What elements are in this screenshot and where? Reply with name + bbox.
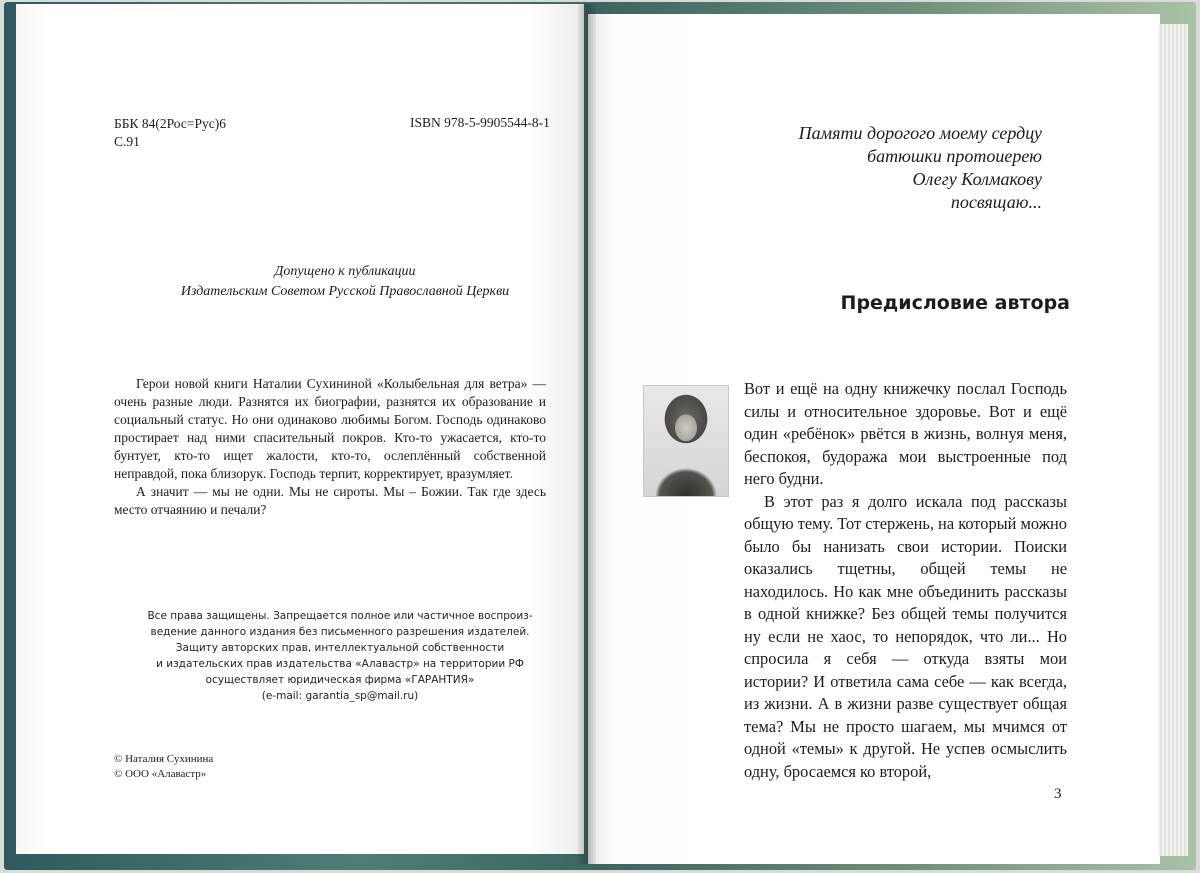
bbk-code bbox=[114, 115, 226, 151]
preface-paragraph: Вот и ещё на одну книжечку послал Господь силы и относительное здоровье. Вот и ещё один «ребёнок» рвётся в жизнь, волнуя меня, беспокоя, будоража мои выстроенные под него будни. bbox=[744, 379, 1067, 488]
preface-text bbox=[744, 378, 1067, 783]
page-edges bbox=[1158, 24, 1188, 856]
dedication-line: батюшки протоиерею bbox=[867, 146, 1042, 166]
bbk-line: С.91 bbox=[114, 134, 140, 149]
annotation-paragraph: А значит — мы не одни. Мы не сироты. Мы – Божии. Так где здесь место отчаянию и печали? bbox=[114, 484, 546, 517]
dedication-line: Памяти дорогого моему сердцу bbox=[798, 123, 1042, 143]
author-portrait bbox=[643, 385, 729, 497]
rights-line: осуществляет юридическая фирма «ГАРАНТИЯ» bbox=[205, 674, 475, 686]
preface-title: Предисловие автора bbox=[840, 292, 1070, 314]
dedication bbox=[700, 122, 1042, 214]
rights-line: ведение данного издания без письменного разрешения издателей. bbox=[150, 626, 530, 638]
preface-paragraph: В этот раз я долго искала под рассказы общую тему. Тот стержень, на который можно было бы нанизать свои истории. Поиски оказались тщетны, общей темы не находилось. Но как мне объединить рассказы в одной книжке? Без общей темы получится ну если не хаос, то непорядок, что ли... Но спросила я себя — откуда взяты мои истории? И ответила сама себе — как всегда, из жизни. А в жизни разве существует общая тема? Мы не просто шагаем, мы мчимся от одной «темы» к другой. Не успев осмыслить одну, бросаемся ко второй, bbox=[744, 491, 1067, 781]
copyright-line: © Наталия Сухинина bbox=[114, 753, 214, 765]
annotation-paragraph: Герои новой книги Наталии Сухининой «Колыбельная для ветра» — очень разные люди. Разнятся их биографии, разнятся их образование и социальный статус. Но они одинаково любимы Богом. Господь одинаково простирает над ними спасительный покров. Кто-то ужасается, кто-то бунтует, кто-то ищет жалости, кто-то, ослеплённый собственной неправдой, пока близорук. Господь терпит, корректирует, вразумляет. bbox=[114, 376, 546, 481]
book-spine bbox=[578, 4, 596, 864]
permission-line: Издательским Советом Русской Православной Церкви bbox=[180, 284, 510, 299]
page-number: 3 bbox=[1054, 786, 1062, 802]
permission-line: Допущено к публикации bbox=[274, 264, 416, 279]
rights-notice bbox=[120, 608, 560, 704]
rights-line: и издательских прав издательства «Алавастр» на территории РФ bbox=[156, 658, 524, 670]
publication-permission bbox=[120, 262, 570, 302]
bbk-line: ББК 84(2Рос=Рус)6 bbox=[114, 116, 226, 131]
rights-line: (e-mail: garantia_sp@mail.ru) bbox=[261, 690, 419, 702]
isbn: ISBN 978-5-9905544-8-1 bbox=[410, 115, 550, 130]
dedication-line: посвящаю... bbox=[950, 192, 1042, 212]
dedication-line: Олегу Колмакову bbox=[912, 169, 1042, 189]
copyright-line: © ООО «Алавастр» bbox=[114, 768, 207, 780]
book-annotation bbox=[114, 375, 546, 519]
rights-line: Все права защищены. Запрещается полное или частичное воспроиз- bbox=[147, 610, 533, 622]
copyright-block bbox=[114, 752, 213, 782]
rights-line: Защиту авторских прав, интеллектуальной собственности bbox=[175, 642, 505, 654]
